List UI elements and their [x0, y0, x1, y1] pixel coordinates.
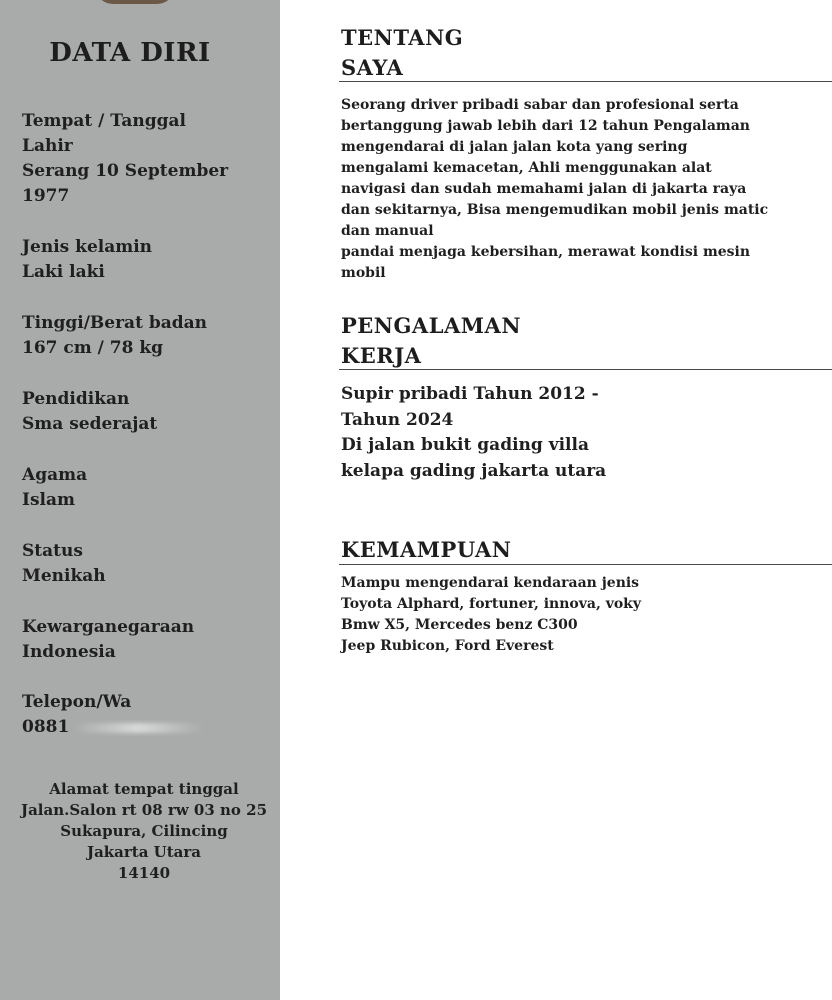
field-label: Lahir: [22, 136, 73, 156]
about-line: pandai menjaga kebersihan, merawat kondisi mesin: [341, 244, 751, 260]
experience-line: kelapa gading jakarta utara: [341, 460, 607, 481]
skills-line: Jeep Rubicon, Ford Everest: [341, 638, 554, 654]
field-gender: [22, 235, 152, 285]
address-block: [0, 779, 288, 884]
field-label: Telepon/Wa: [22, 692, 132, 712]
field-value: [22, 715, 203, 740]
skills-line: Toyota Alphard, fortuner, innova, voky: [341, 596, 642, 612]
field-value: Laki laki: [22, 262, 105, 282]
about-line: bertanggung jawab lebih dari 12 tahun Pengalaman: [341, 118, 750, 134]
about-line: navigasi dan sudah memahami jalan di jakarta raya: [341, 181, 747, 197]
redacted-digits: [73, 723, 203, 733]
field-value: Sma sederajat: [22, 414, 158, 434]
phone-number: 0881: [22, 717, 70, 737]
field-label: Agama: [22, 465, 88, 485]
about-line: mengendarai di jalan jalan kota yang sering: [341, 139, 688, 155]
about-heading: [341, 23, 463, 83]
field-label: Jenis kelamin: [22, 237, 153, 257]
about-line: mengalami kemacetan, Ahli menggunakan alat: [341, 160, 712, 176]
field-value: Serang 10 September: [22, 161, 229, 181]
about-line: mobil: [341, 265, 386, 281]
address-title: Alamat tempat tinggal: [49, 780, 239, 798]
field-value: Indonesia: [22, 642, 116, 662]
field-value: 167 cm / 78 kg: [22, 338, 164, 358]
experience-divider: [339, 369, 832, 370]
field-height-weight: [22, 311, 207, 361]
field-birth: [22, 109, 228, 209]
field-value: Menikah: [22, 566, 106, 586]
address-line: Sukapura, Cilincing: [60, 822, 228, 840]
skills-text: [341, 573, 829, 657]
experience-heading-line2: KERJA: [341, 343, 422, 368]
field-nationality: [22, 615, 194, 665]
field-label: Tempat / Tanggal: [22, 111, 186, 131]
field-status: [22, 539, 106, 589]
experience-line: Supir pribadi Tahun 2012 -: [341, 384, 599, 404]
about-heading-line2: SAYA: [341, 55, 404, 80]
field-label: Pendidikan: [22, 389, 130, 409]
field-value: Islam: [22, 490, 75, 510]
profile-photo: [95, 0, 175, 4]
experience-line: Di jalan bukit gading villa: [341, 435, 589, 455]
experience-text: [341, 382, 829, 484]
address-line: Jalan.Salon rt 08 rw 03 no 25: [20, 801, 268, 819]
field-label: Tinggi/Berat badan: [22, 313, 207, 333]
about-heading-line1: TENTANG: [341, 25, 464, 50]
experience-heading: [341, 311, 521, 371]
skills-line: Mampu mengendarai kendaraan jenis: [341, 575, 640, 591]
sidebar-title: DATA DIRI: [49, 38, 211, 68]
skills-divider: [339, 564, 832, 565]
skills-heading-line: KEMAMPUAN: [341, 537, 512, 562]
field-value: 1977: [22, 186, 70, 206]
about-divider: [339, 81, 832, 82]
field-label: Kewarganegaraan: [22, 617, 195, 637]
about-line: Seorang driver pribadi sabar dan profesional serta: [341, 97, 739, 113]
experience-line: Tahun 2024: [341, 409, 454, 430]
about-text: [341, 95, 829, 284]
about-line: dan sekitarnya, Bisa mengemudikan mobil jenis matic: [341, 202, 769, 218]
skills-heading: [341, 535, 512, 565]
field-label: Status: [22, 541, 83, 561]
experience-heading-line1: PENGALAMAN: [341, 313, 522, 338]
skills-line: Bmw X5, Mercedes benz C300: [341, 617, 578, 633]
field-phone: [22, 690, 203, 740]
field-religion: [22, 463, 87, 513]
sidebar: [0, 0, 280, 1000]
about-line: dan manual: [341, 223, 434, 239]
address-line: 14140: [117, 864, 171, 882]
field-education: [22, 387, 157, 437]
address-line: Jakarta Utara: [86, 843, 202, 861]
